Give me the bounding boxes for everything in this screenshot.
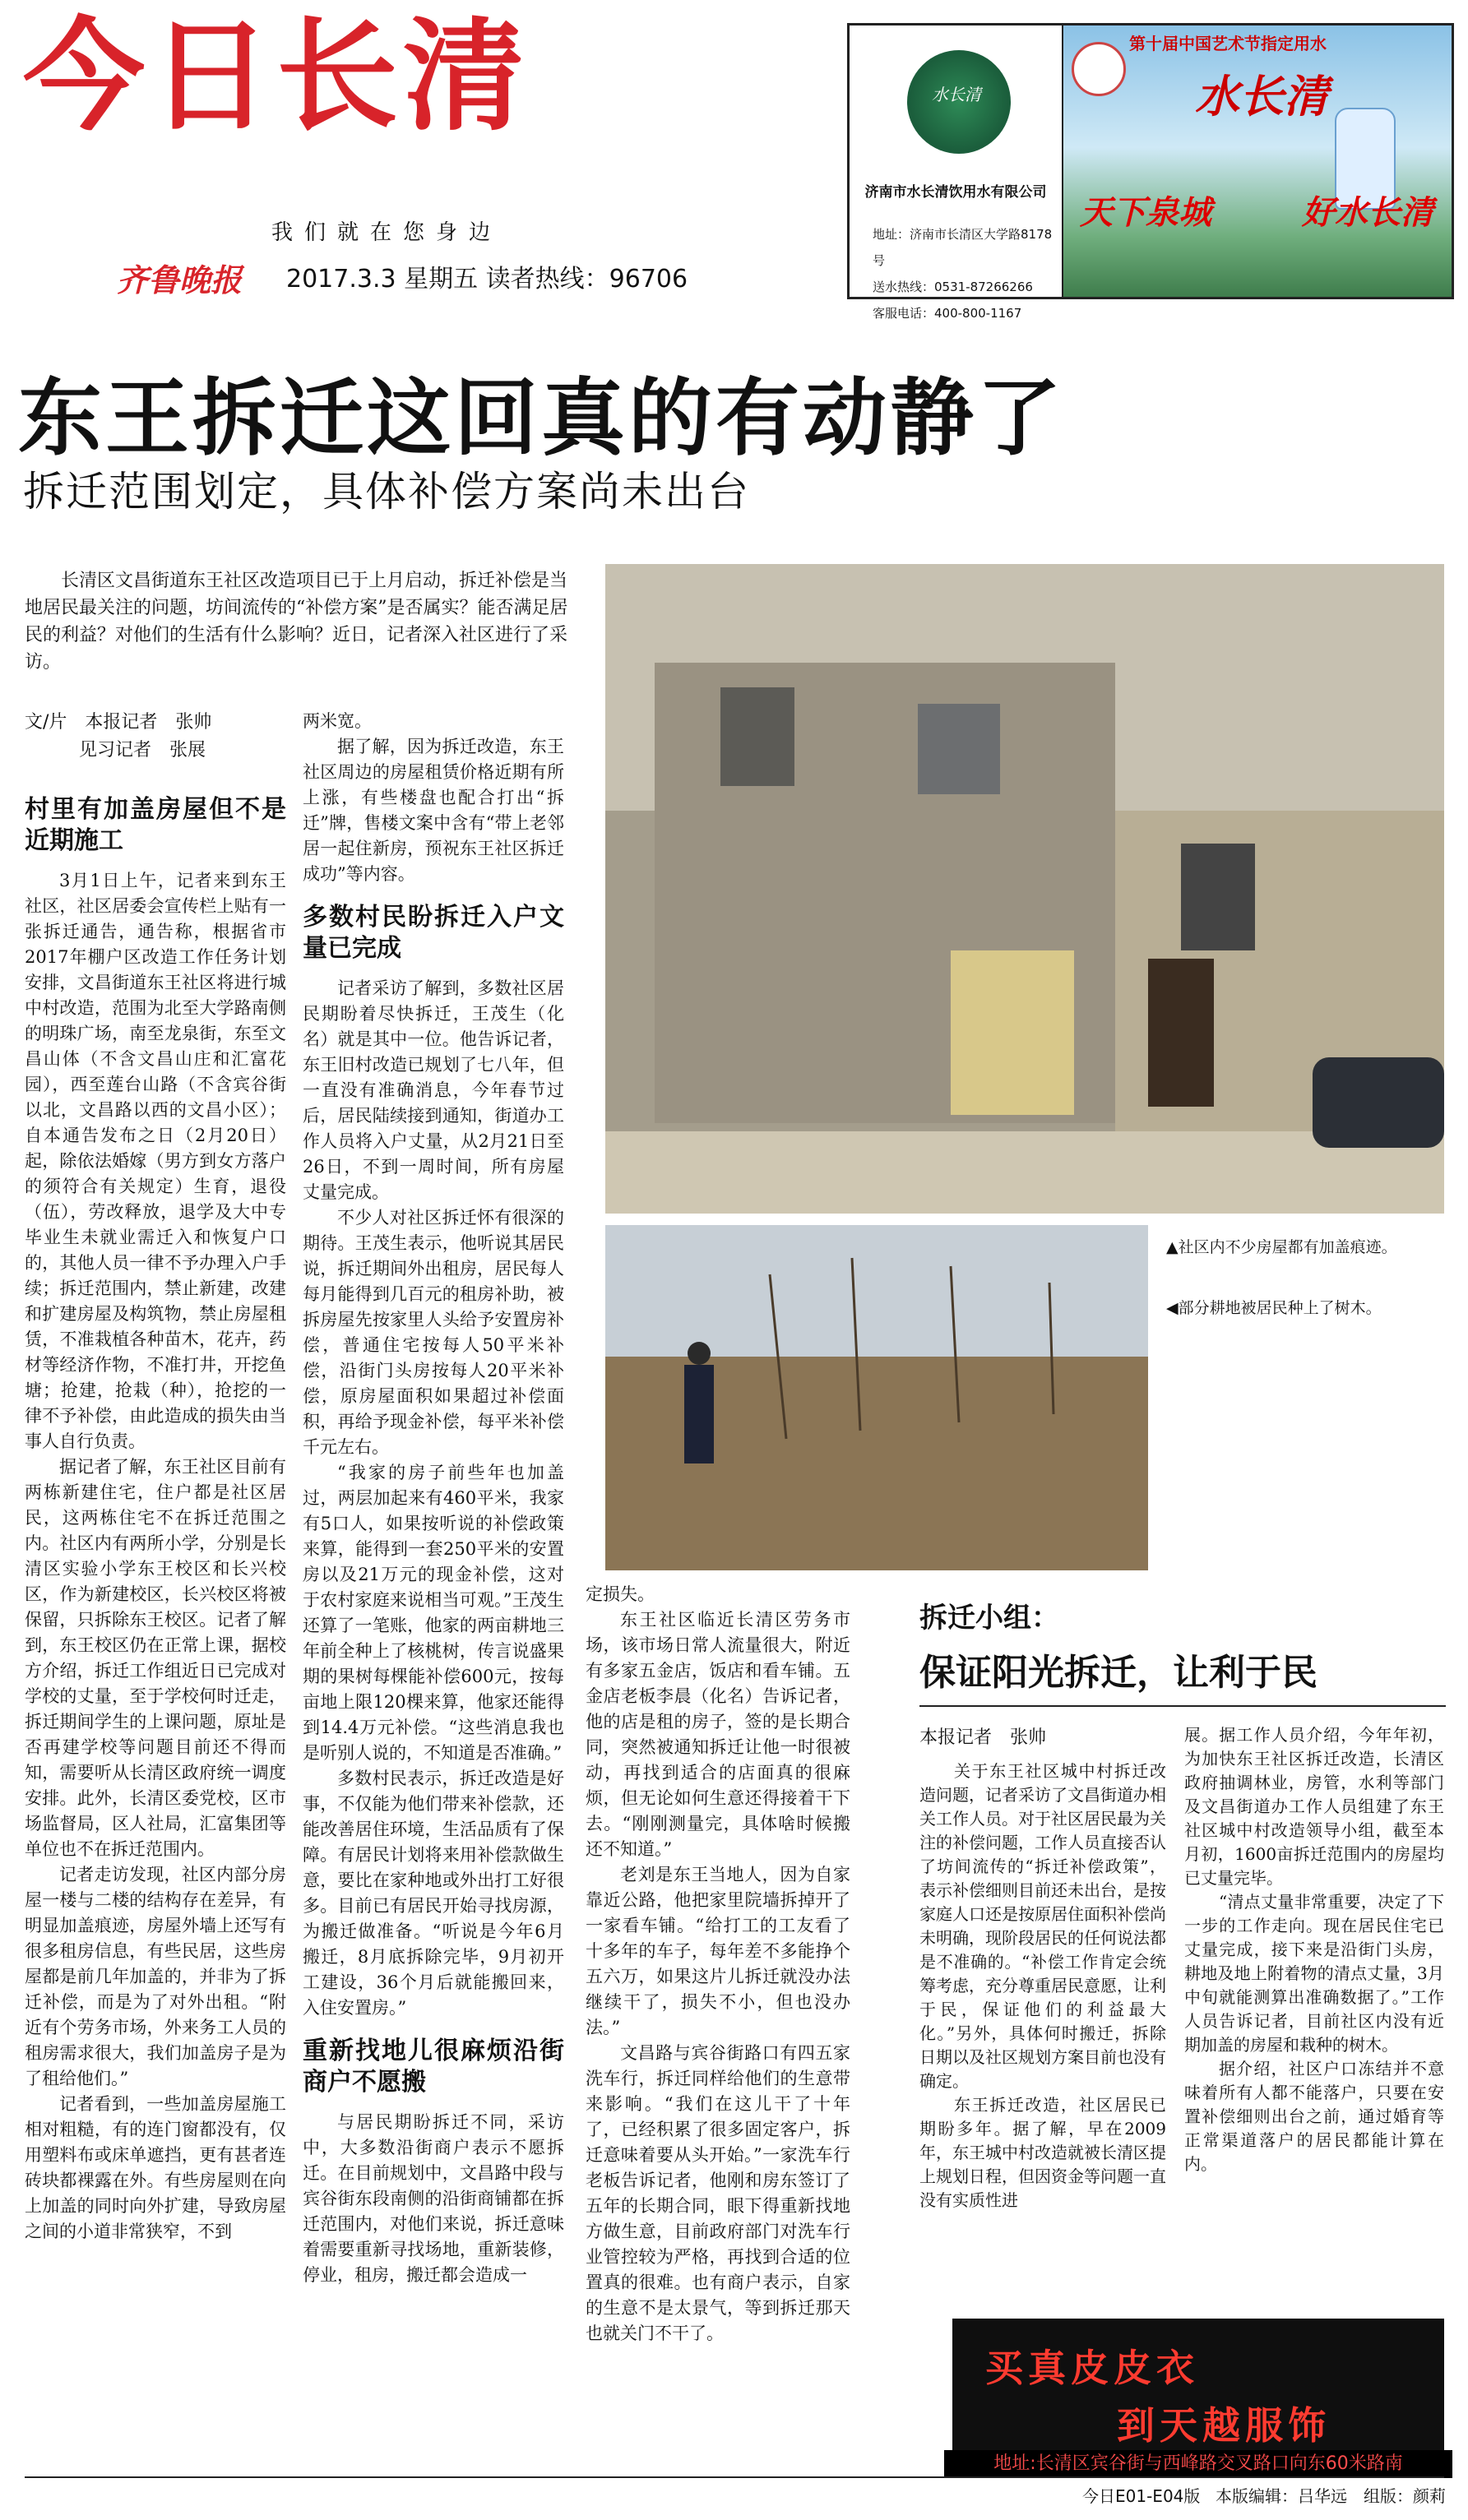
article-headline: 东王拆迁这回真的有动静了 <box>18 370 1064 468</box>
bottom-advertisement[interactable] <box>952 2319 1444 2476</box>
ad-contact-info <box>873 221 1062 326</box>
paragraph: 文昌路与宾谷街路口有四五家洗车行，拆迁同样给他们的生意带来影响。“我们在这儿干了十年了，已经积累了很多固定客户，拆迁意味着要从头开始。”一家洗车行老板告诉记者，他刚和房东签订了五年的长期合同，眼下得重新找地方做生意，目前政府部门对洗车行业管控较为严格，再找到合适的位置真的很难。也有商户表示，自家的生意不是太景气，等到拆迁那天也就关门不干了。 <box>586 2043 850 2343</box>
paragraph: “清点丈量非常重要，决定了下一步的工作走向。现在居民住宅已丈量完成，接下来是沿街门头房，耕地及地上附着物的清点丈量，3月中旬就能测算出准确数据了。”工作人员告诉记者，目前社区内没有近期加盖的房屋和栽种的树木。 <box>1184 1892 1444 2055</box>
footer-divider <box>25 2476 1444 2478</box>
newspaper-brand: 齐鲁晚报 <box>117 261 243 298</box>
ad-header: 第十届中国艺术节指定用水 <box>1129 34 1327 53</box>
paragraph: 据了解，因为拆迁改造，东王社区周边的房屋租赁价格近期有所上涨，有些楼盘也配合打出“拆迁”牌，售楼文案中含有“带上老邻居一起住新房，预祝东王社区拆迁成功”等内容。 <box>303 737 564 884</box>
paragraph: 东王社区临近长清区劳务市场，该市场日常人流量很大，附近有多家五金店，饭店和看车铺。五金店老板李晨（化名）告诉记者，他的店是租的房子，签的是长期合同，突然被通知拆迁让他一时很被动，再找到适合的店面真的很麻烦，但无论如何生意还得接着干下去。“刚刚测量完，具体啥时候搬还不知道。” <box>586 1610 850 1859</box>
section-heading-villagers: 多数村民盼拆迁入户文量已完成 <box>303 903 564 963</box>
byline-trainee: 见习记者 张展 <box>25 740 206 761</box>
paragraph: 关于东王社区城中村拆迁改造问题，记者采访了文昌街道办相关工作人员。对于社区居民最为关注的补偿问题，工作人员直接否认了坊间流传的“拆迁补偿政策”，表示补偿细则目前还未出台，是按家庭人口还是按原居住面积补偿尚未明确，现阶段居民的任何说法都是不准确的。“补偿工作肯定会统筹考虑，充分尊重居民意愿，让利于民，保证他们的利益最大化。”另外，具体何时搬迁，拆除日期以及社区规划方案目前也没有确定。 <box>919 1761 1166 2091</box>
sidebar-byline: 本报记者 张帅 <box>919 1727 1047 1748</box>
byline-reporter: 文/片 本报记者 张帅 <box>25 712 212 733</box>
paragraph: 记者看到，一些加盖房屋施工相对粗糙，有的连门窗都没有，仅用塑料布或床单遮挡，更有甚者连砖块都裸露在外。有些房屋则在向上加盖的同时向外扩建，导致房屋之间的小道非常狭窄，不到 <box>25 2094 286 2241</box>
paragraph: 3月1日上午，记者来到东王社区，社区居委会宣传栏上贴有一张拆迁通告，通告称，根据省市2017年棚户区改造工作任务计划安排，文昌街道东王社区将进行城中村改造，范围为北至大学路南侧的明珠广场，南至龙泉街，东至文昌山体（不含文昌山庄和汇富花园），西至莲台山路（不含宾谷街以北，文昌路以西的文昌小区）；自本通告发布之日（2月20日）起，除依法婚嫁（男方到女方落户的须符合有关规定）生育，退役（伍），劳改释放，退学及大中专毕业生未就业需迁入和恢复户口的，其他人员一律不予办理入户手续；拆迁范围内，禁止新建，改建和扩建房屋及构筑物，禁止房屋租赁，不准栽植各种苗木，花卉，药材等经济作物，不准打井，开挖鱼塘；抢建，抢栽（种），抢挖的一律不予补偿，由此造成的损失由当事人自行负责。 <box>25 871 286 1451</box>
houses-photo-illustration <box>605 564 1444 1214</box>
paragraph: 与居民期盼拆迁不同，采访中，大多数沿街商户表示不愿拆迁。在目前规划中，文昌路中段与宾谷街东段南侧的沿街商铺都在拆迁范围内，对他们来说，拆迁意味着需要重新寻找场地，重新装修，停业，租房，搬迁都会造成一 <box>303 2112 564 2285</box>
top-advertisement[interactable] <box>847 23 1454 321</box>
sidebar-divider <box>919 1705 1446 1707</box>
ad2-address: 地址:长清区宾谷街与西峰路交叉路口向东60米路南 <box>944 2450 1452 2478</box>
sidebar-label: 拆迁小组： <box>919 1602 1059 1635</box>
ad-scenery-panel <box>1063 25 1452 297</box>
farmland-photo-illustration <box>605 1225 1148 1570</box>
paragraph: 两米宽。 <box>303 711 372 731</box>
article-subhead: 拆迁范围划定，具体补偿方案尚未出台 <box>23 468 750 516</box>
footer-pages: 今日E01-E04版 <box>1082 2486 1201 2506</box>
paragraph: 定损失。 <box>586 1584 655 1604</box>
paragraph: 据记者了解，东王社区目前有两栋新建住宅，住户都是社区居民，这两栋住宅不在拆迁范围之内。社区内有两所小学，分别是长清区实验小学东王校区和长兴校区，作为新建校区，长兴校区将被保留，只拆除东王校区。记者了解到，东王校区仍在正常上课，据校方介绍，拆迁工作组近日已完成对学校的丈量，至于学校何时迁走，拆迁期间学生的上课问题，原址是否再建学校等问题目前还不得而知，需要听从长清区政府统一调度安排。此外，长清区委党校，区市场监督局，区人社局，汇富集团等单位也不在拆迁范围内。 <box>25 1457 286 1859</box>
paragraph: “我家的房子前些年也加盖过，两层加起来有460平米，我家有5口人，如果按听说的补偿政策来算，能得到一套250平米的安置房以及21万元的现金补偿，这对于农村家庭来说相当可观。”王茂生还算了一笔账，他家的两亩耕地三年前全种上了核桃树，传言说盛果期的果树每棵能补偿600元，按每亩地上限120棵来算，他家还能得到14.4万元补偿。“这些消息我也是听别人说的，不知道是否准确。” <box>303 1463 564 1763</box>
paragraph: 展。据工作人员介绍，今年年初，为加快东王社区拆迁改造，长清区政府抽调林业，房管，水利等部门及文昌街道办工作人员组建了东王社区城中村改造领导小组，截至本月初，1600亩拆迁范围内的房屋均已丈量完毕。 <box>1184 1725 1444 1888</box>
paragraph: 据介绍，社区户口冻结并不意味着所有人都不能落户，只要在安置补偿细则出台之前，通过婚育等正常渠道落户的居民都能计算在内。 <box>1184 2059 1444 2174</box>
ad-brand: 水长清 <box>1195 70 1328 123</box>
ad-company-panel <box>850 25 1063 321</box>
photo-caption-farmland: ◀部分耕地被居民种上了树木。 <box>1166 1299 1382 1317</box>
ad-slogan-right: 好水长清 <box>1302 193 1433 232</box>
issue-info: 2017.3.3 星期五 读者热线：96706 <box>286 265 688 294</box>
sidebar-column-b <box>1184 1723 1444 2307</box>
paragraph: 记者采访了解到，多数社区居民期盼着尽快拆迁，王茂生（化名）就是其中一位。他告诉记者，东王旧村改造已规划了七八年，但一直没有准确消息，今年春节过后，居民陆续接到通知，街道办工作人员将入户丈量，从2月21日至26日，不到一周时间，所有房屋丈量完成。 <box>303 978 564 1202</box>
article-column-2 <box>303 709 564 2473</box>
photo-caption-houses: ▲社区内不少房屋都有加盖痕迹。 <box>1166 1238 1397 1256</box>
masthead-title: 今日长清 <box>23 6 530 147</box>
sidebar-column-a <box>919 1759 1166 2310</box>
section-heading-merchants: 重新找地儿很麻烦沿街商户不愿搬 <box>303 2037 564 2097</box>
masthead-slogan: 我们就在您身边 <box>271 220 502 245</box>
ad2-line-1: 买真皮皮衣 <box>985 2346 1199 2390</box>
paragraph: 多数村民表示，拆迁改造是好事，不仅能为他们带来补偿款，还能改善居住环境，生活品质有了保障。有居民计划将来用补偿款做生意，要比在家种地或外出打工好很多。目前已有居民开始寻找房源，为搬迁做准备。“听说是今年6月搬迁，8月底拆除完毕，9月初开工建设，36个月后就能搬回来，入住安置房。” <box>303 1769 564 2018</box>
sidebar-title: 保证阳光拆迁，让利于民 <box>919 1652 1317 1694</box>
ad-phone: 送水热线：0531-87266266 <box>873 280 1033 294</box>
article-column-1 <box>25 779 286 2473</box>
article-column-3 <box>586 1582 850 2473</box>
ad-slogan-left: 天下泉城 <box>1080 193 1211 232</box>
article-byline <box>25 709 211 765</box>
footer-editor: 本版编辑：吕华远 组版：颜莉 <box>1216 2486 1446 2506</box>
ad-logo-text: 水长清 <box>932 85 981 104</box>
ad2-line-2: 到天越服饰 <box>1117 2403 1331 2448</box>
article-lead: 长清区文昌街道东王社区改造项目已于上月启动，拆迁补偿是当地居民最关注的问题，坊间流传的“补偿方案”是否属实？能否满足居民的利益？对他们的生活有什么影响？近日，记者深入社区进行了采访。 <box>25 571 568 673</box>
paragraph: 记者走访发现，社区内部分房屋一楼与二楼的结构存在差异，有明显加盖痕迹，房屋外墙上还写有很多租房信息，有些民居，这些房屋都是前几年加盖的，并非为了拆迁补偿，而是为了对外出租。“附近有个劳务市场，外来务工人员的租房需求很大，我们加盖房子是为了租给他们。” <box>25 1865 286 2088</box>
ad-address: 地址：济南市长清区大学路8178号 <box>873 227 1053 268</box>
ad-service: 客服电话：400-800-1167 <box>873 306 1022 321</box>
section-heading-houses: 村里有加盖房屋但不是近期施工 <box>25 795 286 855</box>
paragraph: 不少人对社区拆迁怀有很深的期待。王茂生表示，他听说其居民说，拆迁期间外出租房，居民每人每月能得到几百元的租房补助，被拆房屋先按家里人头给予安置房补偿，普通住宅按每人50平米补偿，沿街门头房按每人20平米补偿，原房屋面积如果超过补偿面积，再给予现金补偿，每平米补偿千元左右。 <box>303 1208 564 1457</box>
photo-farmland <box>605 1225 1148 1570</box>
ad-company-name: 济南市水长清饮用水有限公司 <box>864 184 1047 201</box>
art-festival-emblem-icon <box>1072 42 1126 96</box>
paragraph: 老刘是东王当地人，因为自家靠近公路，他把家里院墙拆掉开了一家看车铺。“给打工的工友看了十多年的车子，每年差不多能挣个五六万，如果这片儿拆迁就没办法继续干了，损失不小，但也没办法。” <box>586 1865 850 2037</box>
paragraph: 东王拆迁改造，社区居民已期盼多年。据了解，早在2009年，东王城中村改造就被长清区提上规划日程，但因资金等问题一直没有实质性进 <box>919 2095 1166 2210</box>
photo-houses <box>605 564 1444 1214</box>
